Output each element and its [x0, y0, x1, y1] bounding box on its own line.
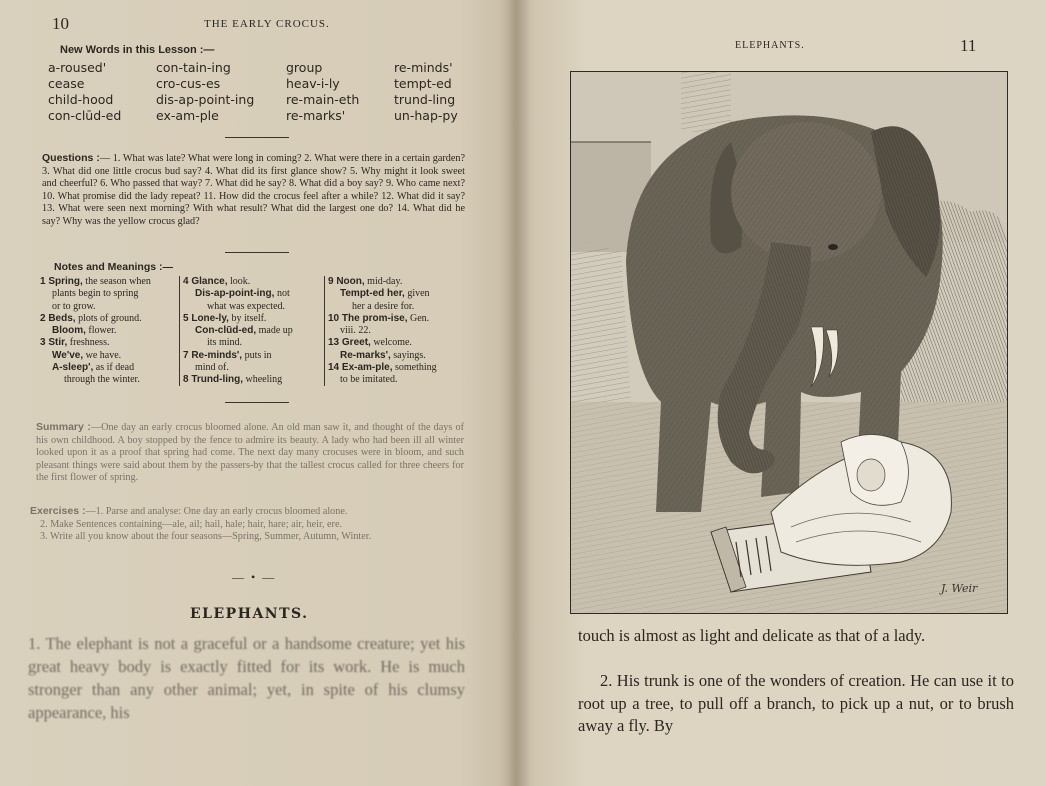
note-term: 8 Trund-ling,	[183, 374, 243, 386]
section-rule	[225, 137, 289, 138]
new-word: dis-ap-point-ing	[156, 92, 255, 107]
note-entry	[183, 374, 321, 386]
note-definition: wheeling	[243, 374, 283, 386]
notes-title: Notes and Meanings :—	[54, 261, 174, 273]
exercises-section	[30, 505, 462, 544]
right-body-para2: 2. His trunk is one of the wonders of creation. He can use it to root up a tree, to pull off a branch, to pick up a nut, or to brush away a fly. By	[578, 671, 1014, 735]
notes-column-2	[183, 276, 321, 387]
elephants-heading: ELEPHANTS.	[190, 606, 309, 622]
ornament-divider: — • —	[232, 570, 277, 584]
note-term: Tempt-ed her,	[340, 288, 405, 300]
illustration-signature: J. Weir	[941, 582, 978, 595]
new-word: cease	[48, 76, 85, 91]
note-entry	[183, 350, 321, 362]
note-term: Re-marks',	[340, 349, 391, 361]
note-term: 10 The prom-ise,	[328, 312, 408, 324]
note-definition: flower.	[85, 325, 117, 337]
note-definition: plots of ground.	[75, 312, 142, 324]
note-entry	[183, 288, 321, 300]
note-continuation: what was expected.	[207, 300, 286, 312]
notes-column-3	[328, 276, 468, 387]
note-entry	[40, 350, 174, 362]
notes-column-1	[40, 276, 174, 387]
note-term: Bloom,	[52, 325, 86, 337]
notes-divider	[324, 276, 325, 386]
exercises-label: Exercises :	[30, 505, 86, 517]
note-term: 2 Beds,	[40, 312, 76, 324]
note-term: 5 Lone-ly,	[183, 312, 229, 324]
note-entry	[183, 313, 321, 325]
exercise-line-1: —1. Parse and analyse: One day an early crocus bloomed alone.	[85, 506, 348, 517]
note-definition: freshness.	[67, 337, 110, 349]
note-term: 13 Greet,	[328, 337, 371, 349]
note-definition: not	[274, 288, 290, 300]
note-definition: made up	[256, 325, 293, 337]
note-entry	[328, 350, 468, 362]
note-definition: as if dead	[93, 362, 135, 374]
questions-label: Questions :	[42, 152, 100, 164]
note-definition: Gen.	[407, 312, 430, 324]
note-entry	[183, 325, 321, 337]
note-definition: mid-day.	[364, 276, 403, 287]
new-word: un-hap-py	[394, 108, 458, 123]
new-word: con-tain-ing	[156, 60, 231, 75]
section-rule	[225, 252, 289, 253]
new-word: tempt-ed	[394, 76, 452, 91]
new-word: group	[286, 60, 323, 75]
note-term: 1 Spring,	[40, 276, 83, 287]
note-entry	[40, 313, 174, 325]
note-term: 3 Stir,	[40, 337, 68, 349]
elephants-text: 1. The elephant is not a graceful or a handsome creature; yet his great heavy body is exactly fitted for its work. He is much stronger than any other animal; yet, in spite of his clumsy appearance, his	[28, 634, 465, 722]
right-page-number: 11	[960, 36, 977, 55]
new-word: re-minds'	[394, 60, 453, 75]
note-continuation: its mind.	[207, 337, 243, 349]
section-rule	[225, 402, 289, 403]
summary-text: —One day an early crocus bloomed alone. An old man saw it, and thought of the days of his own childhood. A boy stopped by the fence to admire its beauty. A lady who had been ill all winter looked upon it as a proof that spring had come. The next day many crocuses were in bloom, and such pleasant things were said about them by the passers-by that the tallest crocus called for three cheers for the first flower of spring.	[36, 422, 464, 484]
note-continuation: or to grow.	[52, 300, 96, 312]
questions-text: — 1. What was late? What were long in coming? 2. What were there in a certain garden? 3. What did one little crocus bud say? 4. What did its first glance show? 5. Why might it look sweet and cheerful? 6. Who passed that way? 7. What did he say? 8. What did a boy say? 9. Who came next? 10. What promise did the lady repeat? 11. How did the crocus feel after a while? 12. What did it say? 13. What were seen next morning? With what result? What did the largest one do? 14. What did he say? Why was the yellow crocus glad?	[42, 153, 465, 227]
new-word: heav-i-ly	[286, 76, 340, 91]
new-word: cro-cus-es	[156, 76, 221, 91]
note-entry	[40, 325, 174, 337]
note-definition: we have.	[83, 349, 122, 361]
note-definition: look.	[227, 276, 251, 287]
note-definition: the season when	[82, 276, 151, 287]
note-term: Dis-ap-point-ing,	[195, 288, 275, 300]
new-word: trund-ling	[394, 92, 456, 107]
note-continuation: mind of.	[195, 362, 229, 374]
note-entry	[40, 362, 174, 374]
left-running-head: THE EARLY CROCUS.	[204, 18, 330, 30]
note-term: 7 Re-minds',	[183, 349, 243, 361]
note-entry	[183, 276, 321, 288]
exercise-line-3: 3. Write all you know about the four seasons—Spring, Summer, Autumn, Winter.	[40, 531, 372, 543]
note-entry	[328, 337, 468, 349]
right-running-head: ELEPHANTS.	[735, 40, 805, 51]
note-term: A-sleep',	[52, 362, 94, 374]
note-term: 14 Ex-am-ple,	[328, 362, 393, 374]
note-definition: welcome.	[370, 337, 412, 349]
elephant-illustration	[570, 71, 1008, 614]
note-continuation: through the winter.	[64, 374, 140, 386]
note-continuation: plants begin to spring	[52, 288, 139, 300]
note-continuation: her a desire for.	[352, 300, 415, 312]
new-word: re-marks'	[286, 108, 346, 123]
note-term: 9 Noon,	[328, 276, 365, 287]
note-continuation: viii. 22.	[340, 325, 371, 337]
note-entry	[328, 313, 468, 325]
elephant-engraving	[571, 72, 1007, 613]
note-definition: puts in	[242, 349, 272, 361]
new-word: con-clūd-ed	[48, 108, 122, 123]
note-entry	[328, 288, 468, 300]
note-entry	[40, 276, 174, 288]
exercise-line-2: 2. Make Sentences containing—ale, ail; hail, hale; hair, hare; air, heir, ere.	[40, 518, 343, 530]
new-word: child-hood	[48, 92, 114, 107]
note-definition: given	[404, 288, 430, 300]
summary-section	[36, 421, 464, 485]
new-words-grid	[48, 60, 478, 124]
note-term: Con-clūd-ed,	[195, 325, 257, 337]
right-page	[510, 0, 1046, 786]
new-word: re-main-eth	[286, 92, 360, 107]
note-definition: something	[392, 362, 437, 374]
note-entry	[328, 276, 468, 288]
right-body-line1: touch is almost as light and delicate as that of a lady.	[578, 626, 926, 645]
new-word: ex-am-ple	[156, 108, 219, 123]
note-entry	[328, 362, 468, 374]
new-word: a-roused'	[48, 60, 107, 75]
new-words-title: New Words in this Lesson :—	[60, 44, 215, 56]
note-term: 4 Glance,	[183, 276, 228, 287]
note-definition: by itself.	[228, 312, 267, 324]
note-entry	[40, 337, 174, 349]
left-page	[0, 0, 505, 786]
left-page-number: 10	[52, 14, 69, 33]
note-continuation: to be imitated.	[340, 374, 398, 386]
summary-label: Summary :	[36, 421, 91, 433]
note-term: We've,	[52, 349, 84, 361]
notes-divider	[179, 276, 180, 386]
questions-section	[42, 152, 465, 229]
note-definition: sayings.	[390, 349, 426, 361]
